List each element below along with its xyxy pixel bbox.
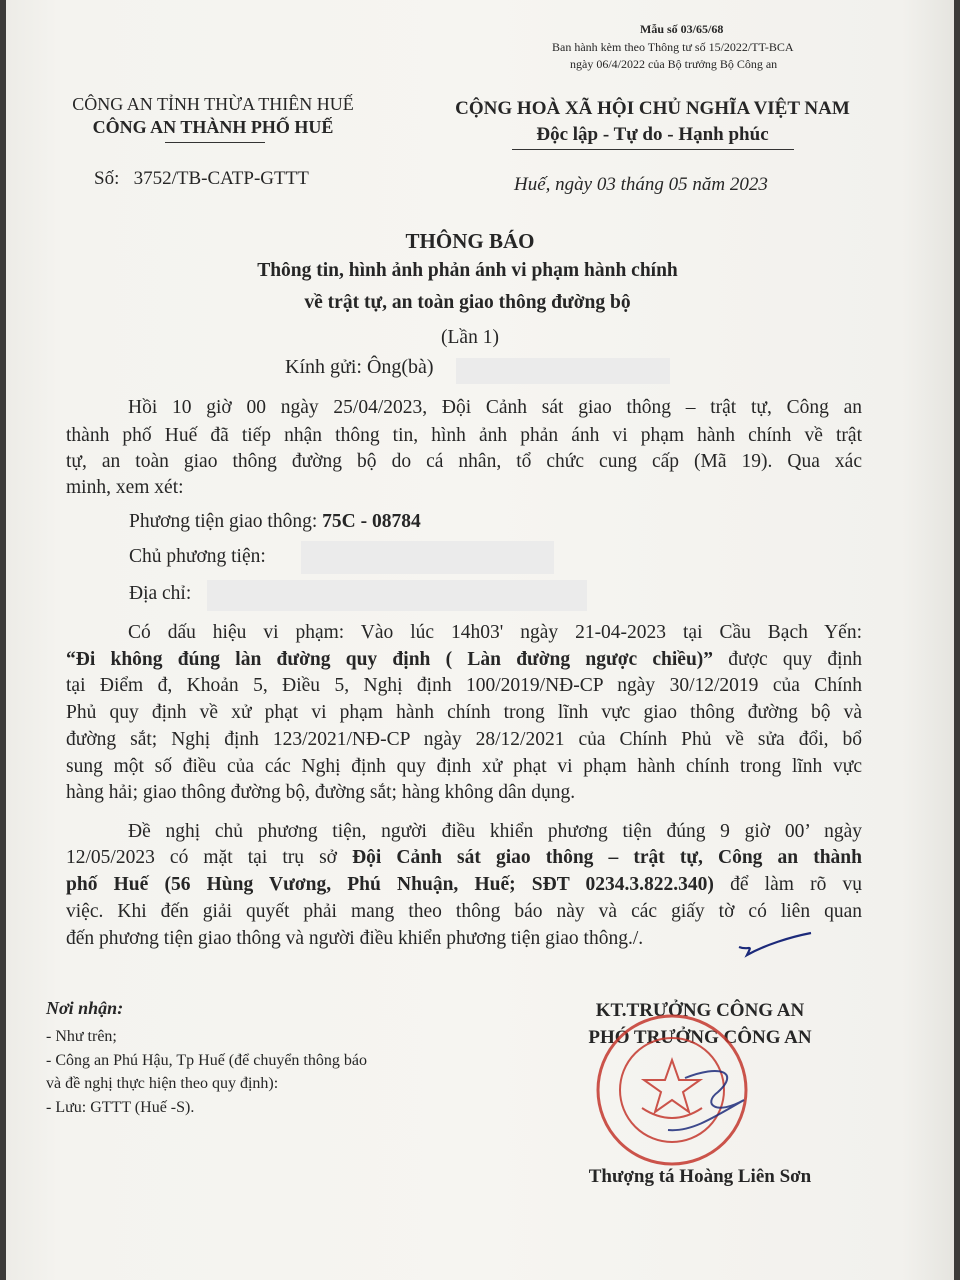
request-line-2: 12/05/2023 có mặt tại trụ sở Đội Cảnh sát giao thông – trật tự, Công an thành bbox=[66, 847, 862, 868]
form-issued-by-line: Ban hành kèm theo Thông tư số 15/2022/TT-BCA bbox=[552, 40, 794, 54]
violation-line-3: tại Điểm đ, Khoản 5, Điều 5, Nghị định 100/2019/NĐ-CP ngày 30/12/2019 của Chính bbox=[66, 675, 862, 696]
notice-round: (Lần 1) bbox=[441, 327, 499, 348]
agency-underline bbox=[165, 142, 265, 143]
recipient-name-redacted bbox=[456, 358, 670, 384]
violation-line-7: hàng hải; giao thông đường bộ, đường sắt; hàng không dân dụng. bbox=[66, 782, 576, 803]
owner-label: Chủ phương tiện: bbox=[129, 546, 266, 567]
signer-authority: KT.TRƯỞNG CÔNG AN bbox=[595, 1000, 805, 1021]
recipient-item-2: - Công an Phú Hậu, Tp Huế (để chuyển thông báo bbox=[46, 1052, 367, 1069]
agency-parent: CÔNG AN TỈNH THỪA THIÊN HUẾ bbox=[72, 94, 354, 114]
motto-underline bbox=[512, 149, 794, 150]
form-issued-date-line: ngày 06/4/2022 của Bộ trưởng Bộ Công an bbox=[570, 57, 778, 71]
recipients-heading: Nơi nhận: bbox=[46, 998, 124, 1018]
official-seal bbox=[590, 1008, 760, 1168]
recipient-greeting: Kính gửi: Ông(bà) bbox=[285, 356, 434, 378]
agency-name: CÔNG AN THÀNH PHỐ HUẾ bbox=[92, 117, 334, 137]
document-place-date: Huế, ngày 03 tháng 05 năm 2023 bbox=[514, 174, 768, 195]
paragraph-1-line-1: Hồi 10 giờ 00 ngày 25/04/2023, Đội Cảnh sát giao thông – trật tự, Công an bbox=[128, 397, 862, 418]
paragraph-1-line-2: thành phố Huế đã tiếp nhận thông tin, hình ảnh phản ánh vi phạm hành chính về trật bbox=[66, 425, 862, 446]
national-motto: Độc lập - Tự do - Hạnh phúc bbox=[536, 124, 769, 145]
violation-line-1: Có dấu hiệu vi phạm: Vào lúc 14h03' ngày 21-04-2023 tại Cầu Bạch Yến: bbox=[128, 622, 862, 643]
recipient-item-1: - Như trên; bbox=[46, 1028, 117, 1045]
national-title: CỘNG HOÀ XÃ HỘI CHỦ NGHĨA VIỆT NAM bbox=[455, 98, 850, 119]
recipient-item-3: - Lưu: GTTT (Huế -S). bbox=[46, 1099, 195, 1116]
pen-mark bbox=[735, 925, 815, 965]
violation-line-6: sung một số điều của các Nghị định quy định xử phạt vi phạm hành chính trong lĩnh vực bbox=[66, 756, 862, 777]
owner-redacted bbox=[301, 541, 554, 574]
request-line-1: Đề nghị chủ phương tiện, người điều khiển phương tiện đúng 9 giờ 00’ ngày bbox=[128, 821, 862, 842]
signer-name: Thượng tá Hoàng Liên Sơn bbox=[588, 1166, 812, 1187]
signer-position: PHÓ TRƯỞNG CÔNG AN bbox=[588, 1027, 812, 1048]
violation-line-2: “Đi không đúng làn đường quy định ( Làn đường ngược chiều)” được quy định bbox=[66, 649, 862, 670]
subtitle-line-2: về trật tự, an toàn giao thông đường bộ bbox=[304, 292, 631, 313]
left-page-shadow bbox=[0, 0, 6, 1280]
address-redacted bbox=[207, 580, 587, 611]
violation-line-4: Phủ quy định về xử phạt vi phạm hành chính trong lĩnh vực giao thông đường bộ và bbox=[66, 702, 862, 723]
vehicle-row: Phương tiện giao thông: 75C - 08784 bbox=[129, 511, 421, 532]
document-title: THÔNG BÁO bbox=[405, 229, 535, 253]
form-number: Mẫu số 03/65/68 bbox=[640, 22, 724, 36]
document-number: Số: 3752/TB-CATP-GTTT bbox=[94, 168, 309, 189]
request-line-4: việc. Khi đến giải quyết phải mang theo thông báo này và các giấy tờ có liên quan bbox=[66, 901, 862, 922]
request-line-5: đến phương tiện giao thông và người điều khiển phương tiện giao thông./. bbox=[66, 928, 644, 949]
request-line-3: phố Huế (56 Hùng Vương, Phú Nhuận, Huế; SĐT 0234.3.822.340) để làm rõ vụ bbox=[66, 874, 862, 895]
address-label: Địa chỉ: bbox=[129, 583, 192, 604]
right-page-shadow bbox=[954, 0, 960, 1280]
violation-line-5: đường sắt; Nghị định 123/2021/NĐ-CP ngày 28/12/2021 của Chính Phủ về sửa đổi, bổ bbox=[66, 729, 862, 750]
subtitle-line-1: Thông tin, hình ảnh phản ánh vi phạm hành chính bbox=[257, 260, 678, 281]
paragraph-1-line-4: minh, xem xét: bbox=[66, 477, 184, 498]
paragraph-1-line-3: tự, an toàn giao thông đường bộ do cá nhân, tổ chức cung cấp (Mã 19). Qua xác bbox=[66, 451, 862, 472]
recipient-item-2-cont: và đề nghị thực hiện theo quy định): bbox=[46, 1075, 279, 1092]
